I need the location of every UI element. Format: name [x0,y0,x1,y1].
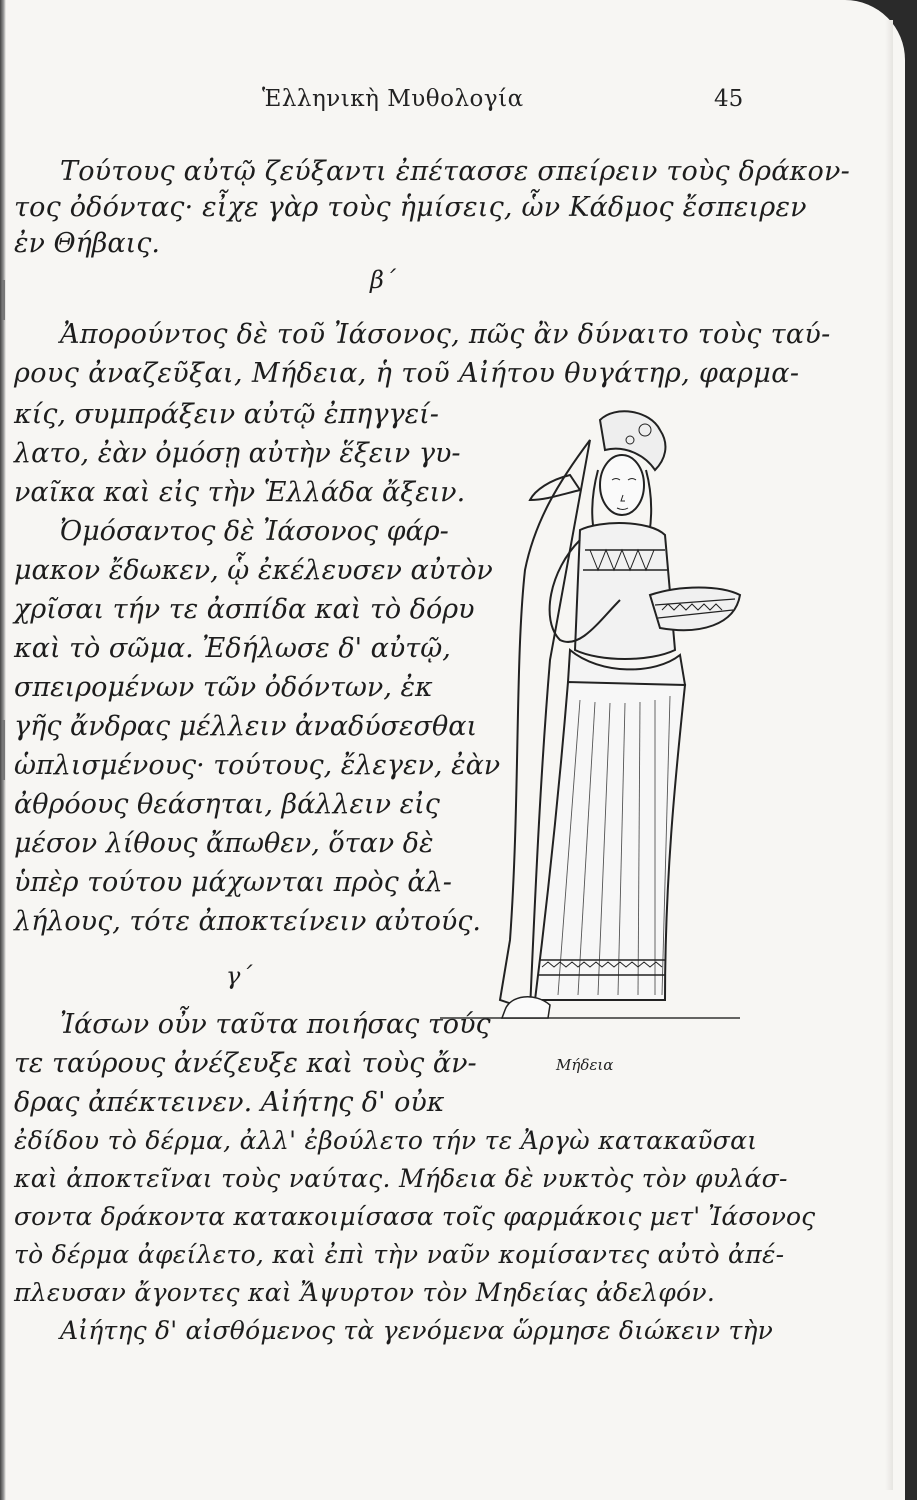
text-line: ὑπὲρ τούτου μάχωνται πρὸς ἀλ- [14,867,452,898]
text-line: σοντα δράκοντα κατακοιμίσασα τοῖς φαρμάκοις μετ' Ἰάσονος [14,1202,816,1231]
text-line: τὸ δέρμα ἀφείλετο, καὶ ἐπὶ τὴν ναῦν κομίσαντες αὐτὸ ἀπέ- [14,1240,785,1269]
text-line: Αἰήτης δ' αἰσθόμενος τὰ γενόμενα ὥρμησε διώκειν τὴν [60,1316,774,1345]
text-line: Ἀπορούντος δὲ τοῦ Ἰάσονος, πῶς ἂν δύναιτο τοὺς ταύ- [60,319,831,350]
text-line: Ἰάσων οὖν ταῦτα ποιήσας τούς [60,1009,491,1040]
page-number: 45 [714,86,744,112]
text-line: δρας ἀπέκτεινεν. Αἰήτης δ' οὐκ [14,1087,445,1118]
section-marker-b: β΄ [370,266,396,294]
text-line: Ὀμόσαντος δὲ Ἰάσονος φάρ- [60,516,449,547]
text-line: πλευσαν ἄγοντες καὶ Ἄψυρτον τὸν Μηδείας ἀδελφόν. [14,1278,716,1307]
text-line: σπειρομένων τῶν ὀδόντων, ἐκ [14,672,433,703]
running-title: Ἑλληνικὴ Μυθολογία [262,86,524,112]
text-line: ὡπλισμένους· τούτους, ἔλεγεν, ἐὰν [14,750,501,781]
figure-caption: Μήδεια [556,1056,614,1074]
text-line: ἀθρόους θεάσηται, βάλλειν εἰς [14,789,440,820]
page-edge [885,20,893,1490]
text-line: ρους ἀναζεῦξαι, Μήδεια, ἡ τοῦ Αἰήτου θυγάτηρ, φαρμα- [14,358,800,389]
text-line: τος ὀδόντας· εἶχε γὰρ τοὺς ἡμίσεις, ὧν Κάδμος ἔσπειρεν [14,192,807,223]
text-line: χρῖσαι τήν τε ἀσπίδα καὶ τὸ δόρυ [14,594,475,625]
section-marker-g: γ΄ [226,962,253,990]
text-line: Τούτους αὐτῷ ζεύξαντι ἐπέτασσε σπείρειν τοὺς δράκον- [60,156,850,187]
text-line: λήλους, τότε ἀποκτείνειν αὐτούς. [14,906,481,937]
text-line: καὶ τὸ σῶμα. Ἐδήλωσε δ' αὐτῷ, [14,633,451,664]
text-line: ναῖκα καὶ εἰς τὴν Ἑλλάδα ἄξειν. [14,477,466,508]
medea-illustration [440,400,770,1040]
text-line: τε ταύρους ἀνέζευξε καὶ τοὺς ἄν- [14,1048,477,1079]
text-line: ἐδίδου τὸ δέρμα, ἀλλ' ἐβούλετο τήν τε Ἀργὼ κατακαῦσαι [14,1126,758,1155]
text-line: γῆς ἄνδρας μέλλειν ἀναδύσεσθαι [14,711,478,742]
scan-mark [2,720,5,780]
scan-mark [2,280,5,320]
text-line: καὶ ἀποκτεῖναι τοὺς ναύτας. Μήδεια δὲ νυκτὸς τὸν φυλάσ- [14,1164,788,1193]
text-line: κίς, συμπράξειν αὐτῷ ἐπηγγεί- [14,399,439,430]
text-line: μέσον λίθους ἄπωθεν, ὅταν δὲ [14,828,434,859]
running-header [0,86,905,122]
text-line: ἐν Θήβαις. [14,228,160,259]
text-line: μακον ἔδωκεν, ᾧ ἐκέλευσεν αὐτὸν [14,555,493,586]
text-line: λατο, ἐὰν ὀμόσῃ αὐτὴν ἕξειν γυ- [14,438,461,469]
